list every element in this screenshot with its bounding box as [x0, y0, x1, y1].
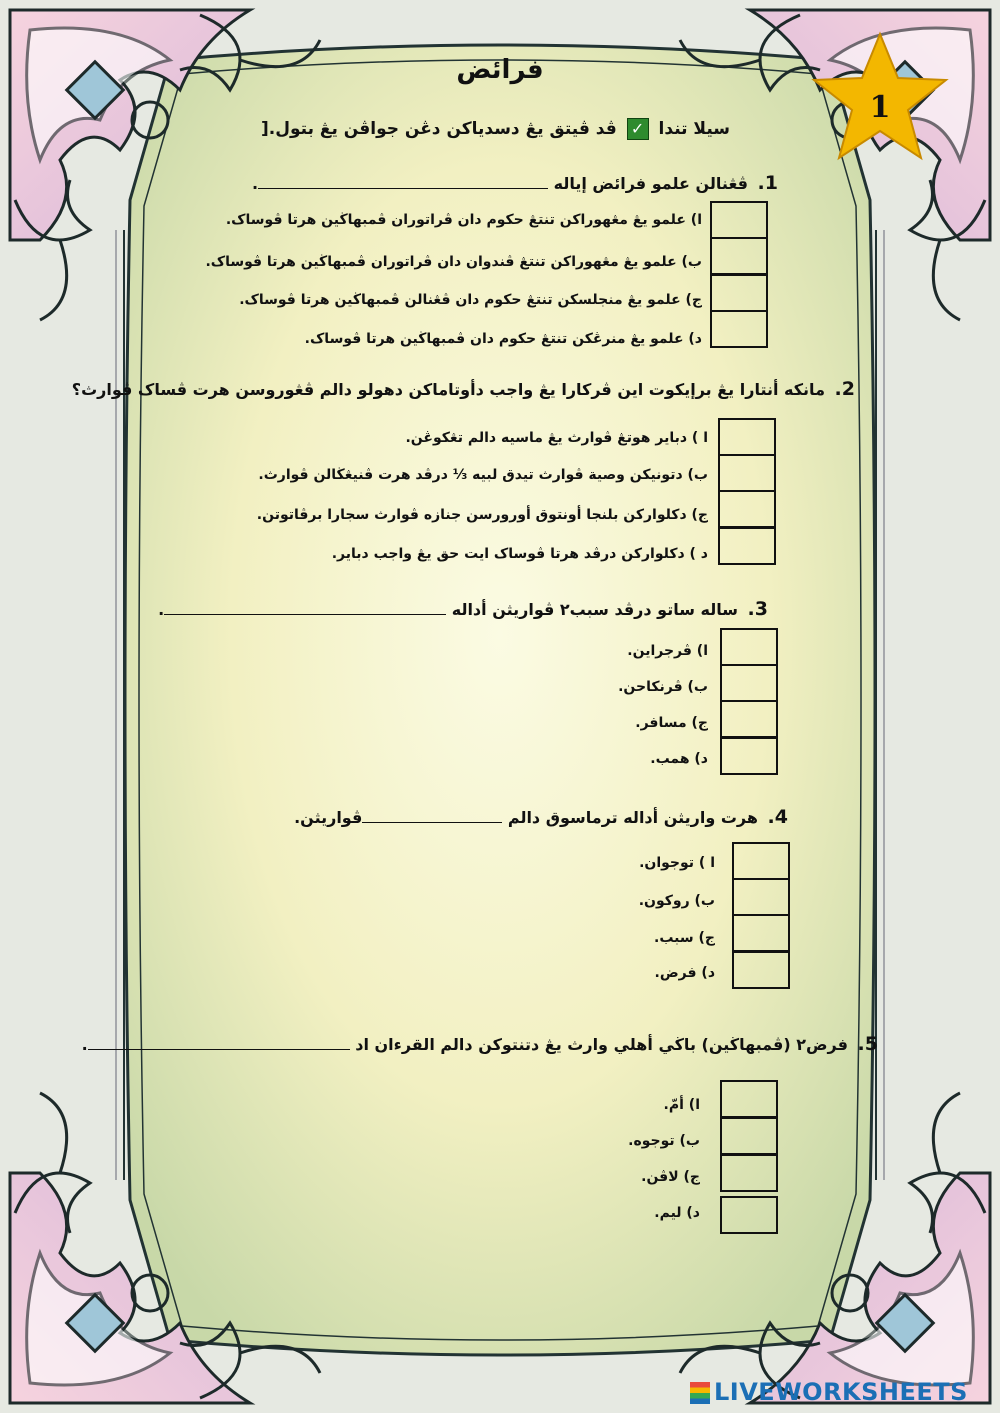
question-5	[82, 1033, 878, 1055]
option-2a: ا ) دباير هوتڠ ڤوارث يڠ ماسيه دالم تڠکوڠن.	[405, 430, 708, 446]
option-3d: د) همب.	[650, 751, 708, 767]
answer-box-1a[interactable]	[710, 201, 768, 239]
option-1d: د) علمو يڠ منرڠکن تنتڠ حکوم دان ڤمبهاڬين هرتا ڤوساک.	[304, 331, 702, 347]
answer-box-3d[interactable]	[720, 737, 778, 775]
option-4c: ج) سبب.	[654, 930, 715, 946]
liveworksheets-logo[interactable]	[690, 1378, 990, 1408]
question-text: ساله ساتو درڤد سبب٢ ڤواريثن أداله	[451, 600, 738, 619]
star-badge-icon	[808, 30, 953, 165]
answer-box-3c[interactable]	[720, 700, 778, 738]
answer-box-5d[interactable]	[720, 1196, 778, 1234]
question-number: 5.	[857, 1033, 878, 1055]
option-1c: ج) علمو يڠ منجلسکن تنتڠ حکوم دان ڤڠنالن ڤمبهاڬين هرتا ڤوساک.	[239, 292, 702, 308]
checkbox-icon: ✓	[627, 118, 649, 140]
question-number: 3.	[747, 598, 768, 620]
option-2d: د ) دکلوارکن درڤد هرتا ڤوساک ايت حق يڠ واجب دباير.	[331, 546, 708, 562]
answer-box-2a[interactable]	[718, 418, 776, 456]
answer-blank[interactable]	[88, 1035, 350, 1050]
answer-box-2c[interactable]	[718, 490, 776, 528]
liveworksheets-brand: LIVEWORKSHEETS	[714, 1378, 968, 1406]
option-4b: ب) روکون.	[638, 893, 715, 909]
option-4d: د) فرض.	[654, 965, 715, 981]
answer-box-1c[interactable]	[710, 274, 768, 312]
answer-box-5a[interactable]	[720, 1080, 778, 1118]
answer-box-4a[interactable]	[732, 842, 790, 880]
instruction-after: ڤد ڤيتق يڠ دسدياکن دڠن جواڤن يڠ بتول.[	[261, 119, 617, 139]
question-number: 1.	[757, 172, 778, 194]
answer-box-4c[interactable]	[732, 914, 790, 952]
question-number: 4.	[767, 806, 788, 828]
question-text: مانکه أنتارا يڠ برإيکوت اين ڤرکارا يڠ واجب دأوتاماکن دهولو دالم ڤڠوروسن هرت ڤساک ڤوارث؟	[71, 380, 825, 399]
option-5c: ج) لاڤن.	[641, 1169, 700, 1185]
option-2b: ب) دتونيکن وصية ڤوارث تيدق لبيه ⅓ درڤد هرت ڤنيڠڬالن ڤوارث.	[258, 467, 708, 483]
question-3	[158, 598, 768, 620]
blank-suffix: .	[158, 600, 165, 619]
question-1	[252, 172, 778, 194]
question-number: 2.	[834, 378, 855, 400]
option-1b: ب) علمو يڠ مڠهوراکن تنتڠ ڤندوان دان ڤراتوران ڤمبهاڬين هرتا ڤوساک.	[205, 254, 702, 270]
answer-blank[interactable]	[362, 808, 502, 823]
option-3b: ب) ڤرنکاحن.	[618, 679, 708, 695]
question-text: فرض٢ (ڤمبهاڬين) باڬي أهلي وارث يڠ دتنتوکن دالم القرءان اد	[355, 1035, 848, 1054]
answer-box-5c[interactable]	[720, 1154, 778, 1192]
question-text: ڤڠنالن علمو فرائض إياله	[553, 174, 748, 193]
answer-box-3a[interactable]	[720, 628, 778, 666]
option-5d: د) ليم.	[654, 1205, 700, 1221]
question-2	[72, 378, 855, 400]
option-2c: ج) دکلوارکن بلنجا أونتوق أورورسن جنازه ڤوارث سجارا برڤاتوتن.	[256, 507, 708, 523]
blank-suffix: .	[251, 174, 259, 193]
option-5a: ا) أمّ.	[663, 1097, 700, 1113]
question-4	[294, 806, 788, 828]
answer-blank[interactable]	[164, 600, 446, 615]
option-4a: ا ) توجوان.	[639, 855, 715, 871]
answer-box-1d[interactable]	[710, 310, 768, 348]
page-title: فرائض	[456, 55, 544, 85]
blank-suffix: .	[81, 1035, 88, 1054]
option-3a: ا) ڤرجراين.	[627, 643, 708, 659]
answer-box-5b[interactable]	[720, 1117, 778, 1155]
answer-box-2b[interactable]	[718, 454, 776, 492]
question-text: هرت واريثن أداله ترماسوق دالم	[507, 808, 758, 827]
answer-box-4b[interactable]	[732, 878, 790, 916]
answer-box-3b[interactable]	[720, 664, 778, 702]
option-3c: ج) مسافر.	[635, 715, 708, 731]
star-badge-number: 1	[869, 90, 891, 125]
instruction-before: سيلا تندا	[658, 119, 730, 139]
answer-blank[interactable]	[258, 174, 548, 189]
answer-box-1b[interactable]	[710, 237, 768, 275]
blank-suffix: ڤواريثن.	[294, 808, 363, 827]
answer-box-4d[interactable]	[732, 951, 790, 989]
option-5b: ب) توجوه.	[628, 1133, 700, 1149]
option-1a: ا) علمو يڠ مڠهوراکن تنتڠ حکوم دان ڤراتوران ڤمبهاڬين هرتا ڤوساک.	[225, 212, 702, 228]
instruction-text	[240, 118, 730, 140]
answer-box-2d[interactable]	[718, 527, 776, 565]
liveworksheets-badge-icon	[690, 1382, 710, 1404]
